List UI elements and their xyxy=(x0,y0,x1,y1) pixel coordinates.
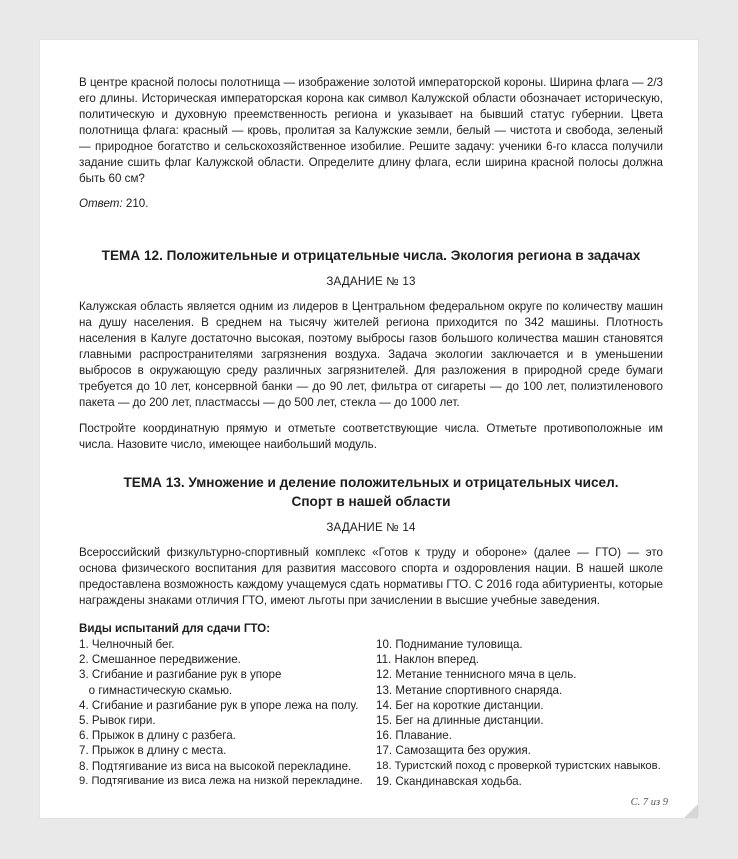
list-item: 13. Метание спортивного снаряда. xyxy=(376,683,563,697)
gto-list-heading: Виды испытаний для сдачи ГТО: xyxy=(79,622,271,635)
list-item: 9. Подтягивание из виса лежа на низкой перекладине. xyxy=(79,774,363,787)
list-item: 19. Скандинавская ходьба. xyxy=(376,774,522,788)
answer-value: 210. xyxy=(122,197,149,210)
list-item: 2. Смешанное передвижение. xyxy=(79,653,241,667)
topic-12-title: ТЕМА 12. Положительные и отрицательные числа. Экология региона в задачах xyxy=(101,248,641,263)
document-page xyxy=(40,40,698,818)
list-item: 6. Прыжок в длину с разбега. xyxy=(79,729,236,743)
list-item: 15. Бег на длинные дистанции. xyxy=(376,714,544,728)
topic-13-title-line-2: Спорт в нашей области xyxy=(291,494,451,509)
gto-list xyxy=(79,637,663,789)
gto-list-left-column xyxy=(79,637,376,789)
page-corner-fold xyxy=(684,804,698,818)
intro-paragraph: В центре красной полосы полотнища — изображение золотой императорской короны. Ширина флага — 2/3 его длины. Историческая императорская корона как символ Калужской области обозначает историческую, политическую и духовную преемственность региона и указывает на бывший статус губернии. Цвета полотнища флага: красный — кровь, пролитая за Калужские земли, белый — чистота и свобода, зеленый — природное богатство и сельскохозяйственное изобилие. Решите задачу: ученики 6-го класса получили задание сшить флаг Калужской области. Определите длину флага, если ширина красной полосы должна быть 60 см? xyxy=(79,76,663,185)
list-item: 14. Бег на короткие дистанции. xyxy=(376,698,544,712)
list-item: 12. Метание теннисного мяча в цель. xyxy=(376,668,577,682)
topic-12-paragraph-1: Калужская область является одним из лидеров в Центральном федеральном округе по количеству машин на душу населения. В среднем на тысячу жителей региона приходится по 342 машины. Плотность населения в Калуге достаточно высокая, поэтому выбросы газов большого количества машин становятся главными распространителями загрязнения воздуха. Задача экологии заключается и в уменьшении выбросов в окружающую среду различных загрязнителей. Для разложения в природной среде бумаги требуется до 10 лет, консервной банки — до 90 лет, фильтра от сигареты — до 100 лет, полиэтиленового пакета — до 200 лет, пластмассы — до 500 лет, стекла — до 1000 лет. xyxy=(79,300,663,409)
list-item: 16. Плавание. xyxy=(376,729,452,743)
task-13-heading: ЗАДАНИЕ № 13 xyxy=(326,275,416,288)
list-item: 17. Самозащита без оружия. xyxy=(376,744,531,758)
topic-13-paragraph: Всероссийский физкультурно-спортивный комплекс «Готов к труду и обороне» (далее — ГТО) — это основа физического воспитания для развития массового спорта и оздоровления нации. В нашей школе предоставлена возможность каждому учащемуся сдать нормативы ГТО. С 2016 года абитуриенты, которые награждены знаками отличия ГТО, имеют льготы при зачислении в высшие учебные заведения. xyxy=(79,546,663,607)
task-14-heading: ЗАДАНИЕ № 14 xyxy=(326,521,416,534)
topic-12-paragraph-2: Постройте координатную прямую и отметьте соответствующие числа. Отметьте противоположные им числа. Назовите число, имеющее наибольший модуль. xyxy=(79,422,663,451)
gto-list-right-column xyxy=(376,637,663,789)
answer-label: Ответ: xyxy=(79,197,123,210)
answer-line xyxy=(79,196,663,212)
list-item: 7. Прыжок в длину с места. xyxy=(79,744,227,758)
list-item: 3. Сгибание и разгибание рук в упоре xyxy=(79,668,282,682)
list-item: 8. Подтягивание из виса на высокой перекладине. xyxy=(79,759,352,773)
list-item: 18. Туристский поход с проверкой туристских навыков. xyxy=(376,759,661,772)
list-item: 4. Сгибание и разгибание рук в упоре лежа на полу. xyxy=(79,698,359,712)
topic-13-title-line-1: ТЕМА 13. Умножение и деление положительных и отрицательных чисел. xyxy=(123,475,619,490)
list-item: 10. Поднимание туловища. xyxy=(376,638,523,651)
list-item: 1. Челночный бег. xyxy=(79,638,175,651)
list-item: о гимнастическую скамью. xyxy=(79,683,233,697)
page-number: С. 7 из 9 xyxy=(630,797,668,808)
page-content xyxy=(79,75,663,789)
list-item: 11. Наклон вперед. xyxy=(376,653,479,667)
list-item: 5. Рывок гири. xyxy=(79,714,156,728)
